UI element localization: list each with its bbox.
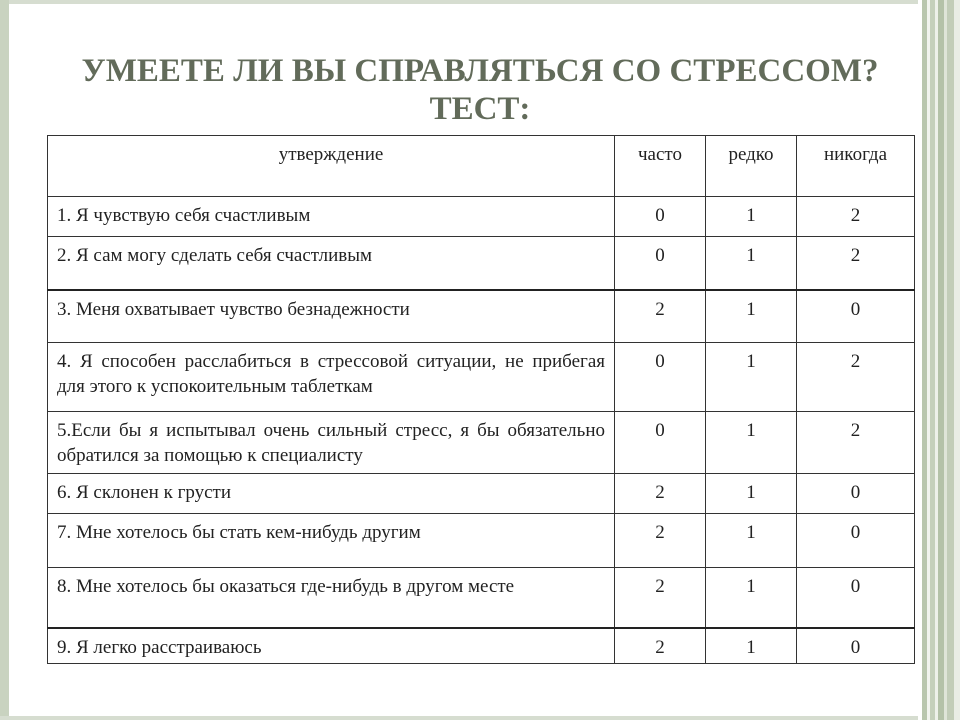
table-row bbox=[48, 343, 915, 412]
slide-left-border bbox=[0, 0, 9, 720]
often-score-cell: 2 bbox=[615, 514, 706, 568]
rarely-score-cell: 1 bbox=[706, 514, 797, 568]
slide-title-line-2: ТЕСТ: bbox=[429, 91, 531, 127]
statement-cell: 2. Я сам могу сделать себя счастливым bbox=[48, 237, 615, 290]
often-score-cell: 0 bbox=[615, 237, 706, 290]
table-row bbox=[48, 474, 915, 514]
header-often: часто bbox=[615, 136, 706, 197]
slide-title bbox=[60, 52, 900, 128]
table-row bbox=[48, 412, 915, 474]
slide-top-edge bbox=[0, 0, 960, 4]
often-score-cell: 0 bbox=[615, 197, 706, 237]
often-score-cell: 0 bbox=[615, 343, 706, 412]
never-score-cell: 2 bbox=[797, 237, 915, 290]
never-score-cell: 0 bbox=[797, 628, 915, 664]
never-score-cell: 2 bbox=[797, 412, 915, 474]
never-score-cell: 2 bbox=[797, 343, 915, 412]
stress-test-table bbox=[47, 135, 915, 664]
rarely-score-cell: 1 bbox=[706, 568, 797, 628]
often-score-cell: 2 bbox=[615, 568, 706, 628]
rarely-score-cell: 1 bbox=[706, 343, 797, 412]
rarely-score-cell: 1 bbox=[706, 628, 797, 664]
statement-cell: 1. Я чувствую себя счастливым bbox=[48, 197, 615, 237]
never-score-cell: 0 bbox=[797, 474, 915, 514]
statement-cell: 6. Я склонен к грусти bbox=[48, 474, 615, 514]
rarely-score-cell: 1 bbox=[706, 237, 797, 290]
never-score-cell: 0 bbox=[797, 290, 915, 343]
slide-decorative-stripes bbox=[918, 0, 960, 720]
table-row bbox=[48, 568, 915, 628]
never-score-cell: 2 bbox=[797, 197, 915, 237]
table-row bbox=[48, 197, 915, 237]
never-score-cell: 0 bbox=[797, 514, 915, 568]
header-statement: утверждение bbox=[48, 136, 615, 197]
table-row bbox=[48, 237, 915, 290]
header-rarely: редко bbox=[706, 136, 797, 197]
rarely-score-cell: 1 bbox=[706, 412, 797, 474]
statement-cell: 3. Меня охватывает чувство безнадежности bbox=[48, 290, 615, 343]
often-score-cell: 2 bbox=[615, 628, 706, 664]
statement-cell: 4. Я способен расслабиться в стрессовой ситуации, не прибегая для этого к успокоительным таблеткам bbox=[48, 343, 615, 412]
often-score-cell: 0 bbox=[615, 412, 706, 474]
header-never: никогда bbox=[797, 136, 915, 197]
statement-cell: 9. Я легко расстраиваюсь bbox=[48, 628, 615, 664]
never-score-cell: 0 bbox=[797, 568, 915, 628]
often-score-cell: 2 bbox=[615, 474, 706, 514]
table-row bbox=[48, 514, 915, 568]
slide-bottom-edge bbox=[0, 716, 960, 720]
slide-title-line-1: УМЕЕТЕ ЛИ ВЫ СПРАВЛЯТЬСЯ СО СТРЕССОМ? bbox=[81, 53, 879, 89]
rarely-score-cell: 1 bbox=[706, 474, 797, 514]
rarely-score-cell: 1 bbox=[706, 197, 797, 237]
statement-cell: 7. Мне хотелось бы стать кем-нибудь другим bbox=[48, 514, 615, 568]
table-row bbox=[48, 290, 915, 343]
statement-cell: 8. Мне хотелось бы оказаться где-нибудь в другом месте bbox=[48, 568, 615, 628]
often-score-cell: 2 bbox=[615, 290, 706, 343]
statement-cell: 5.Если бы я испытывал очень сильный стресс, я бы обязательно обратился за помощью к специалисту bbox=[48, 412, 615, 474]
table-header-row bbox=[48, 136, 915, 197]
rarely-score-cell: 1 bbox=[706, 290, 797, 343]
table-row bbox=[48, 628, 915, 664]
